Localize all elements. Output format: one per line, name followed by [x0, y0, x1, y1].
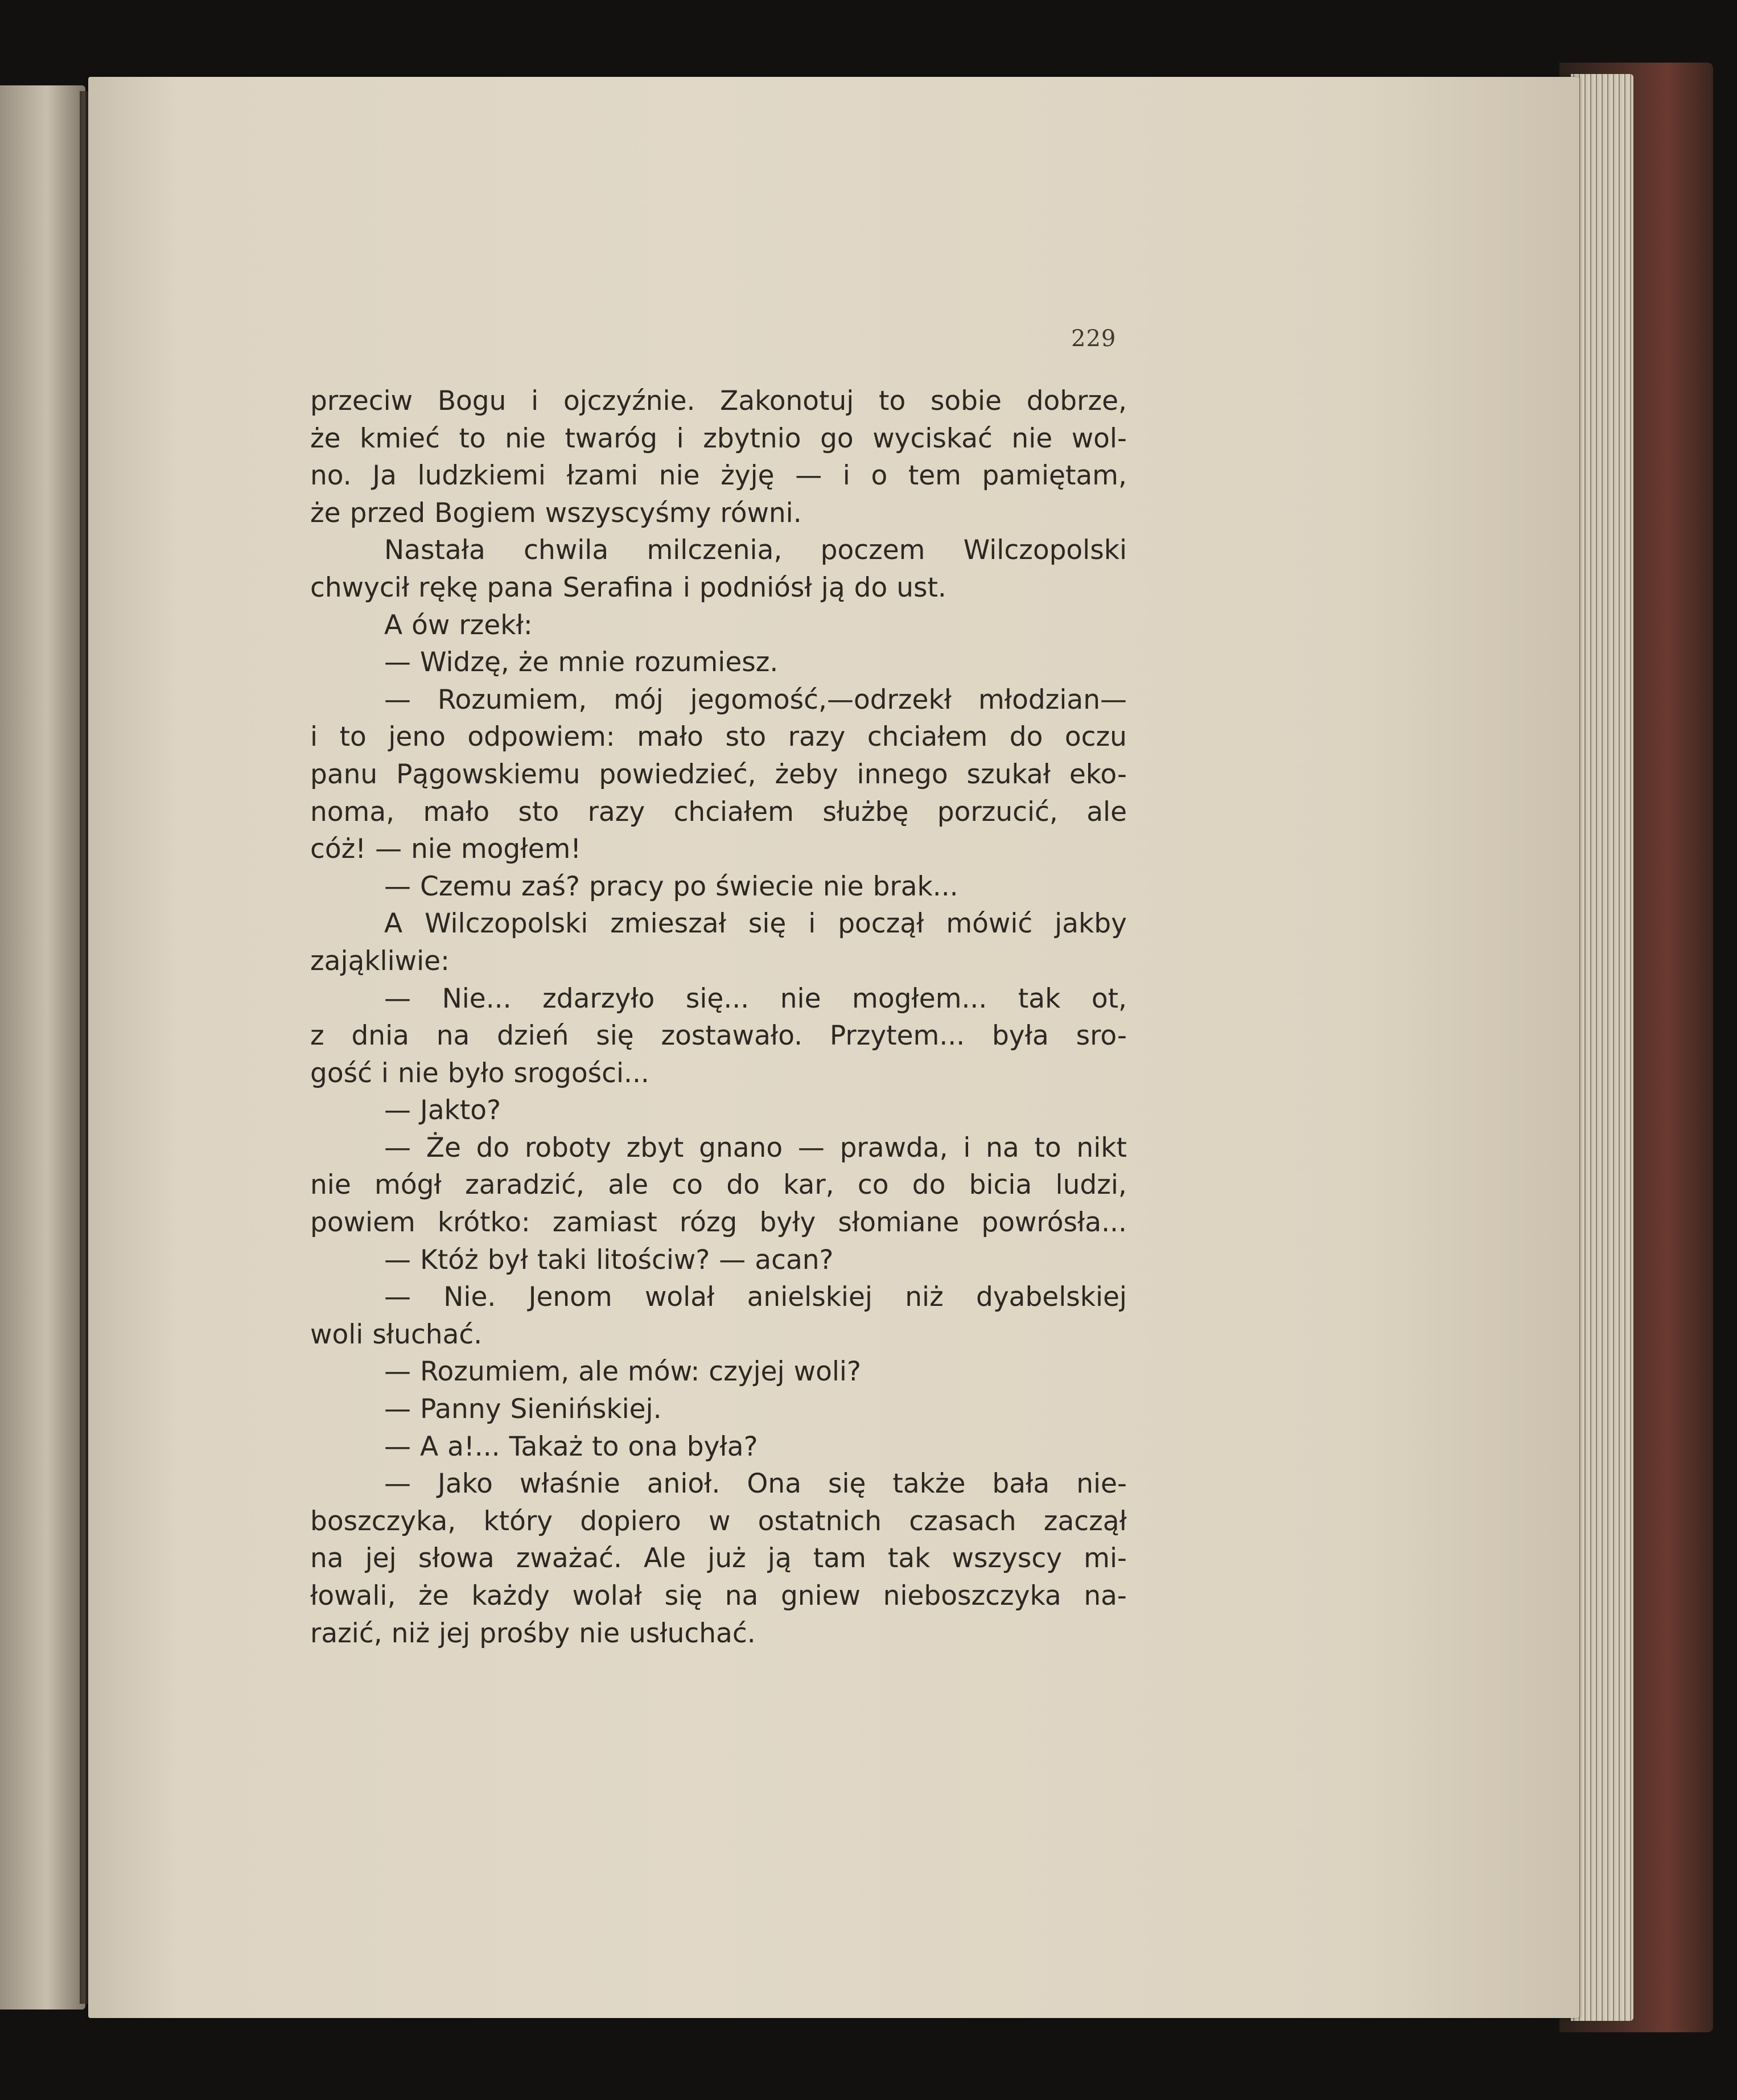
- text-line: nie mógł zaradzić, ale co do kar, co do bicia ludzi,: [310, 1169, 1127, 1201]
- text-line: cóż! — nie mogłem!: [310, 833, 582, 865]
- text-line: boszczyka, który dopiero w ostatnich czasach zaczął: [310, 1505, 1127, 1537]
- text-line: — Że do roboty zbyt gnano — prawda, i na to nikt: [384, 1132, 1127, 1164]
- text-line: powiem krótko: zamiast rózg były słomiane powrósła...: [310, 1207, 1127, 1239]
- page-stack-edge: [1571, 74, 1633, 2021]
- text-line: na jej słowa zważać. Ale już ją tam tak wszyscy mi-: [310, 1543, 1127, 1575]
- text-line: łowali, że każdy wolał się na gniew nieboszczyka na-: [310, 1580, 1127, 1612]
- text-line: gość i nie było srogości...: [310, 1057, 649, 1089]
- text-line: że kmieć to nie twaróg i zbytnio go wyciskać nie wol-: [310, 422, 1127, 454]
- text-line: noma, mało sto razy chciałem służbę porzucić, ale: [310, 796, 1127, 828]
- page-number: 229: [1071, 326, 1117, 352]
- page-text: [310, 383, 1127, 1652]
- text-line: że przed Bogiem wszyscyśmy równi.: [310, 497, 802, 529]
- text-line: — Nie. Jenom wolał anielskiej niż dyabelskiej: [384, 1281, 1127, 1313]
- text-line: i to jeno odpowiem: mało sto razy chciałem do oczu: [310, 721, 1127, 753]
- text-line: no. Ja ludzkiemi łzami nie żyję — i o tem pamiętam,: [310, 460, 1127, 492]
- text-line: — A a!... Takaż to ona była?: [384, 1431, 758, 1462]
- text-line: przeciw Bogu i ojczyźnie. Zakonotuj to sobie dobrze,: [310, 385, 1127, 417]
- text-line: — Nie... zdarzyło się... nie mogłem... tak ot,: [384, 983, 1127, 1014]
- text-line: Nastała chwila milczenia, poczem Wilczopolski: [384, 535, 1127, 566]
- left-page-edge: [0, 85, 85, 2009]
- text-line: z dnia na dzień się zostawało. Przytem... była sro-: [310, 1020, 1127, 1052]
- text-line: zająkliwie:: [310, 945, 450, 977]
- text-line: woli słuchać.: [310, 1318, 483, 1350]
- text-line: panu Pągowskiemu powiedzieć, żeby innego szukał eko-: [310, 758, 1127, 790]
- text-line: — Panny Sienińskiej.: [384, 1394, 662, 1425]
- text-line: A Wilczopolski zmieszał się i począł mówić jakby: [384, 908, 1127, 940]
- text-line: — Rozumiem, ale mów: czyjej woli?: [384, 1356, 861, 1388]
- text-line: — Jakto?: [384, 1095, 501, 1127]
- text-line: — Czemu zaś? pracy po świecie nie brak...: [384, 870, 958, 902]
- text-line: — Rozumiem, mój jegomość,—odrzekł młodzian—: [384, 684, 1127, 716]
- text-line: — Jako właśnie anioł. Ona się także bała nie-: [384, 1468, 1127, 1500]
- text-line: razić, niż jej prośby nie usłuchać.: [310, 1617, 756, 1649]
- text-line: — Widzę, że mnie rozumiesz.: [384, 647, 779, 679]
- text-line: A ów rzekł:: [384, 609, 533, 641]
- text-line: — Któż był taki litościw? — acan?: [384, 1244, 834, 1276]
- text-line: chwycił rękę pana Serafina i podniósł ją do ust.: [310, 572, 946, 603]
